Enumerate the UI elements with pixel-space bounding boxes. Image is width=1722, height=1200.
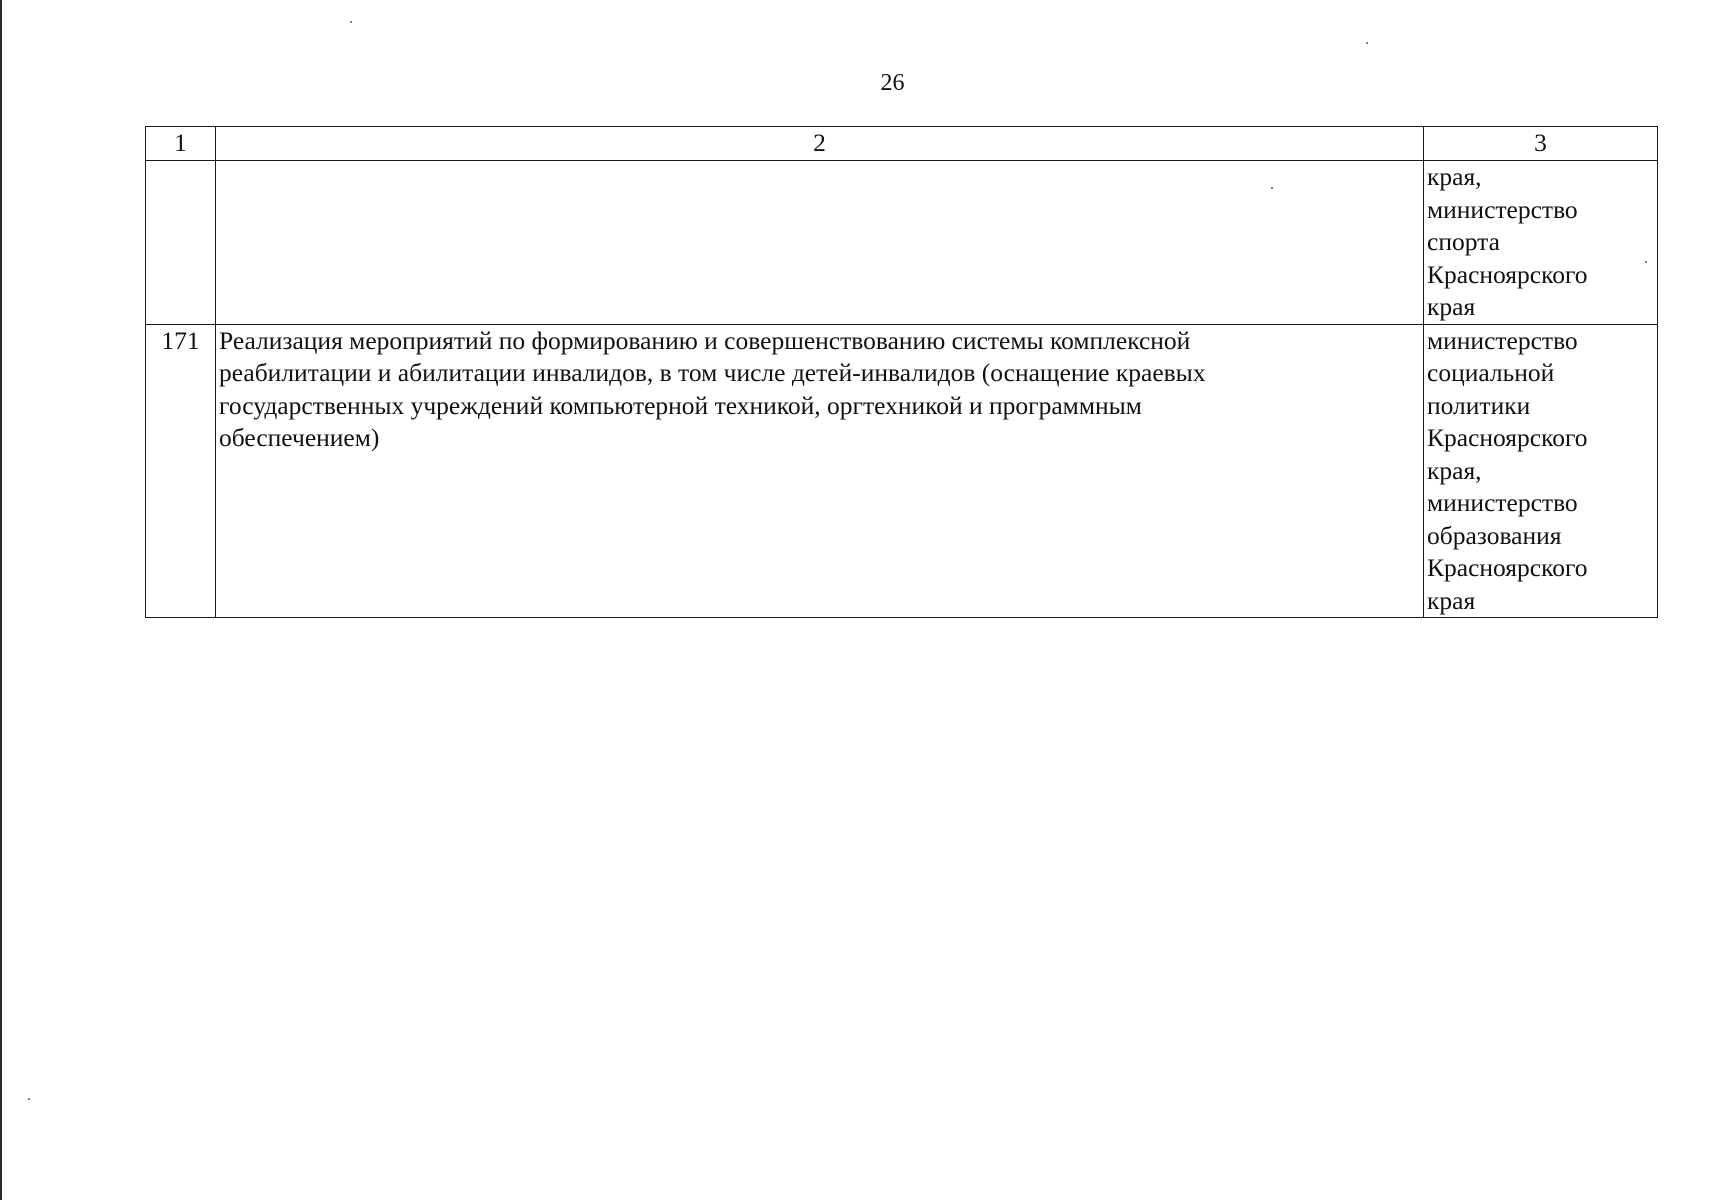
responsible-line: Красноярского <box>1427 553 1588 582</box>
description-line: обеспечением) <box>219 423 380 452</box>
scan-speck <box>350 21 352 23</box>
responsible-line: политики <box>1427 390 1531 420</box>
responsible-line: спорта <box>1427 227 1500 256</box>
responsible-line: края, <box>1427 455 1482 485</box>
responsible-line: социальной <box>1427 358 1555 387</box>
description-cell <box>216 161 1424 325</box>
responsible-line: министерство <box>1427 325 1578 355</box>
responsible-line: министерство <box>1427 194 1578 224</box>
column-header-3: 3 <box>1424 127 1658 161</box>
scan-speck <box>1271 187 1273 189</box>
description-line: государственных учреждений компьютерной техникой, оргтехникой и программным <box>219 390 1142 420</box>
column-header-2: 2 <box>216 127 1424 161</box>
scan-speck <box>1366 42 1368 44</box>
table-row-171 <box>146 324 1658 618</box>
responsible-line: Красноярского <box>1427 423 1588 452</box>
page-number: 26 <box>880 70 905 96</box>
table-header-row <box>146 127 1658 161</box>
document-table <box>145 126 1658 618</box>
responsible-cell <box>1424 161 1658 325</box>
description-line: реабилитации и абилитации инвалидов, в том числе детей-инвалидов (оснащение краевых <box>219 358 1206 387</box>
column-header-1: 1 <box>146 127 216 161</box>
scan-speck <box>28 1098 30 1100</box>
responsible-line: края, <box>1427 162 1482 191</box>
description-cell <box>216 324 1424 618</box>
responsible-line: образования <box>1427 520 1562 550</box>
row-number-cell: 171 <box>146 324 216 618</box>
row-number-cell <box>146 161 216 325</box>
responsible-line: министерство <box>1427 488 1578 517</box>
description-line: Реализация мероприятий по формированию и совершенствованию системы комплексной <box>219 325 1191 355</box>
responsible-cell <box>1424 324 1658 618</box>
scan-edge <box>0 0 2 1200</box>
table-row-continuation <box>146 161 1658 325</box>
responsible-line: Красноярского <box>1427 259 1588 289</box>
responsible-line: края <box>1427 585 1476 615</box>
responsible-line: края <box>1427 292 1476 321</box>
scan-speck <box>1645 261 1647 263</box>
